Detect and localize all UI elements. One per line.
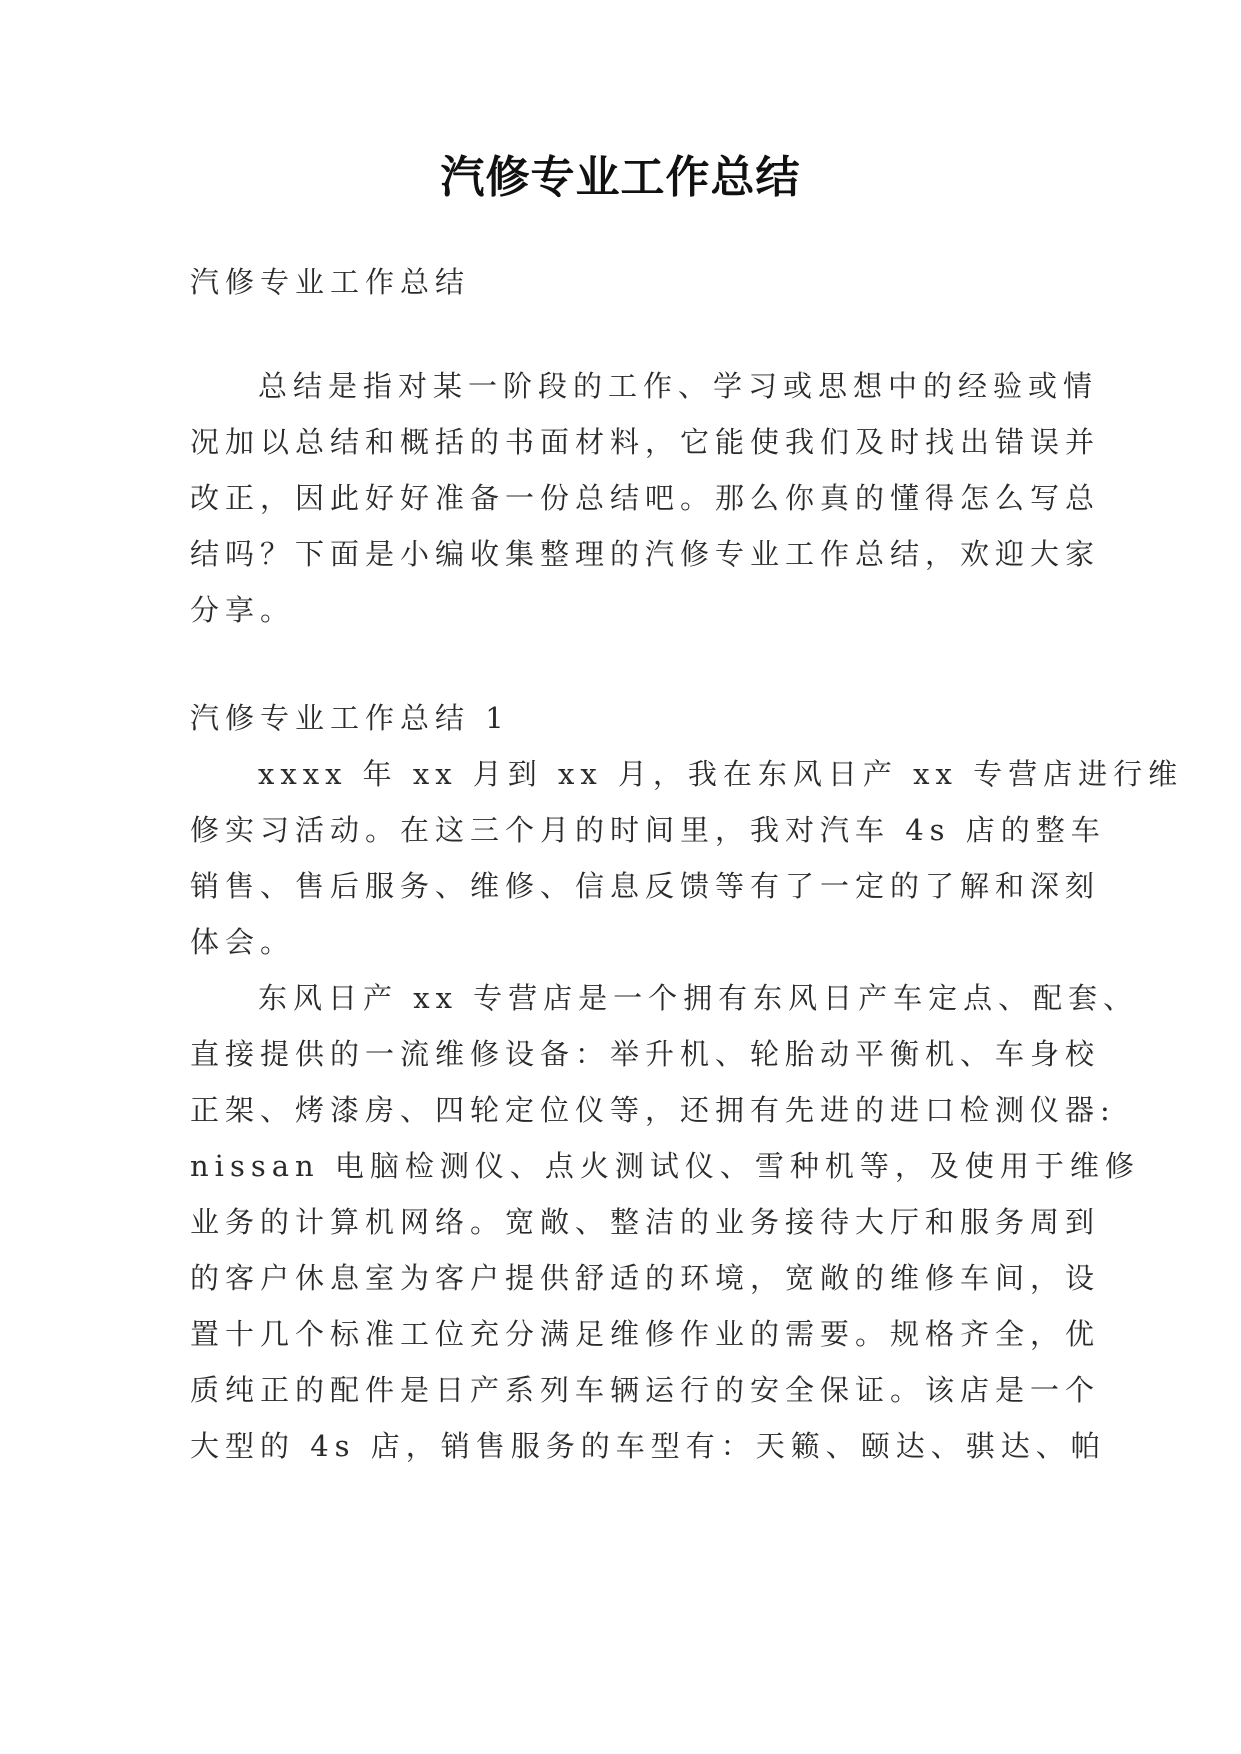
paragraph-line: 销售、售后服务、维修、信息反馈等有了一定的了解和深刻 [190, 869, 1101, 903]
intro-line: 改正，因此好好准备一份总结吧。那么你真的懂得怎么写总 [190, 481, 1101, 515]
intro-line: 结吗？下面是小编收集整理的汽修专业工作总结，欢迎大家 [190, 537, 1101, 571]
intro-line: 分享。 [190, 593, 296, 627]
paragraph-line: 直接提供的一流维修设备：举升机、轮胎动平衡机、车身校 [190, 1037, 1101, 1071]
document-title: 汽修专业工作总结 [440, 152, 801, 203]
paragraph-line: 东风日产 xx 专营店是一个拥有东风日产车定点、配套、 [258, 981, 1139, 1015]
document-subtitle: 汽修专业工作总结 [190, 265, 471, 299]
paragraph-line: 质纯正的配件是日产系列车辆运行的安全保证。该店是一个 [190, 1373, 1101, 1407]
section-heading: 汽修专业工作总结 1 [190, 701, 510, 735]
intro-line: 总结是指对某一阶段的工作、学习或思想中的经验或情 [258, 369, 1099, 403]
paragraph-line: 大型的 4s 店，销售服务的车型有：天籁、颐达、骐达、帕 [190, 1429, 1106, 1463]
paragraph-line: xxxx 年 xx 月到 xx 月，我在东风日产 xx 专营店进行维 [258, 757, 1184, 791]
paragraph-line: nissan 电脑检测仪、点火测试仪、雪种机等，及使用于维修 [190, 1149, 1140, 1183]
intro-line: 况加以总结和概括的书面材料，它能使我们及时找出错误并 [190, 425, 1101, 459]
paragraph-line: 业务的计算机网络。宽敞、整洁的业务接待大厅和服务周到 [190, 1205, 1101, 1239]
paragraph-line: 体会。 [190, 925, 296, 959]
paragraph-line: 修实习活动。在这三个月的时间里，我对汽车 4s 店的整车 [190, 813, 1106, 847]
paragraph-line: 置十几个标准工位充分满足维修作业的需要。规格齐全，优 [190, 1317, 1101, 1351]
paragraph-line: 的客户休息室为客户提供舒适的环境，宽敞的维修车间，设 [190, 1261, 1101, 1295]
paragraph-line: 正架、烤漆房、四轮定位仪等，还拥有先进的进口检测仪器: [190, 1093, 1116, 1127]
